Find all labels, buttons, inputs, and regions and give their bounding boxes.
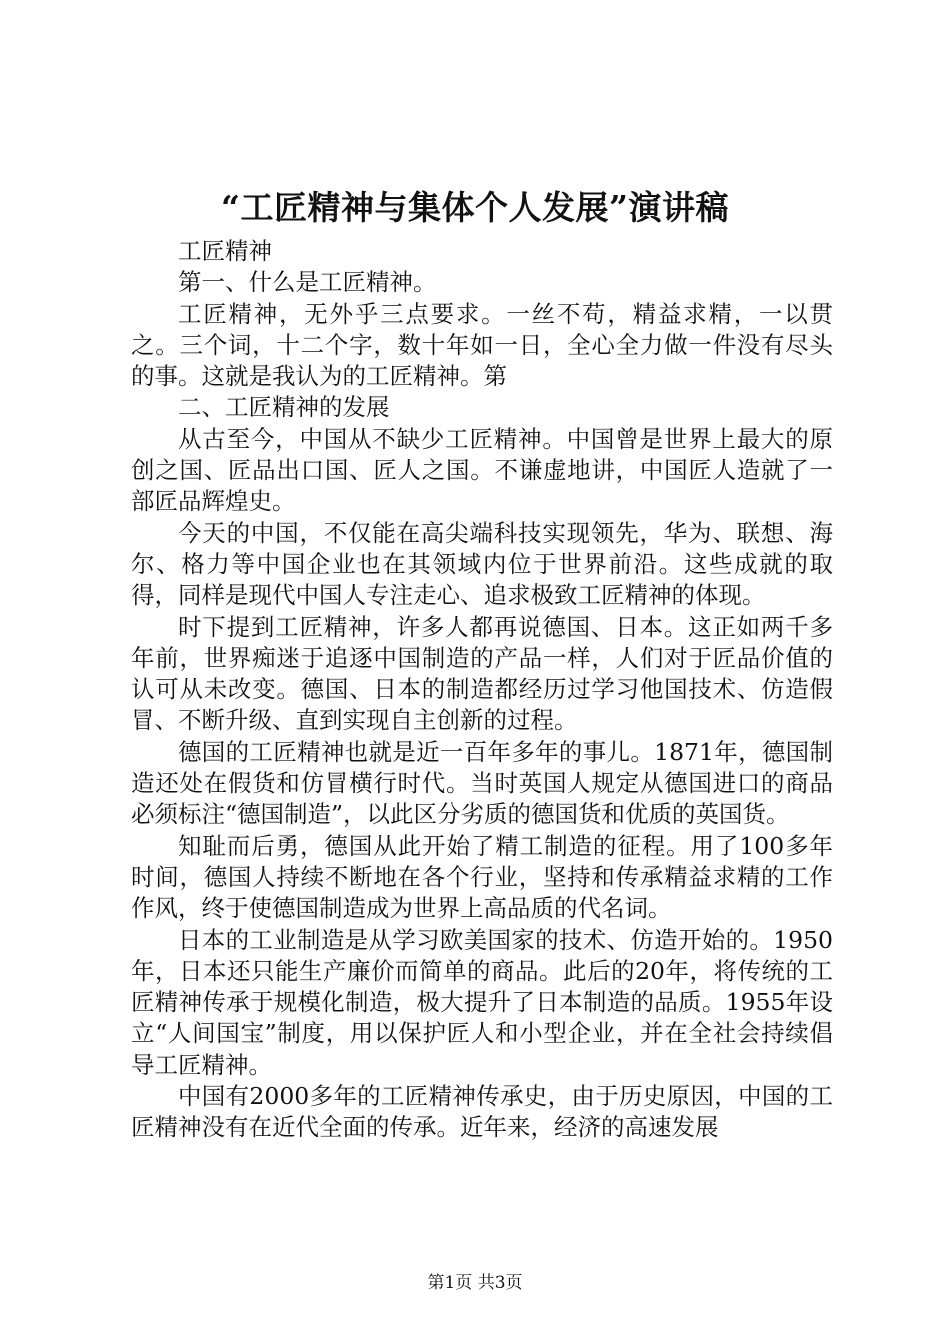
paragraph: 工匠精神 (178, 237, 272, 265)
paragraph: 第一、什么是工匠精神。 (178, 268, 437, 297)
paragraph: 时下提到工匠精神，许多人都再说德国、日本。这正如两千多年前，世界痴迷于追逐中国制造的产品一样，人们对于匠品价值的认可从未改变。德国、日本的制造都经历过学习他国技术、仿造假冒、不断升级、直到实现自主创新的过程。 (131, 612, 833, 735)
paragraph: 日本的工业制造是从学习欧美国家的技术、仿造开始的。1950年，日本还只能生产廉价而简单的商品。此后的20年，将传统的工匠精神传承于规模化制造，极大提升了日本制造的品质。1955年设立“人间国宝”制度，用以保护匠人和小型企业，并在全社会持续倡导工匠精神。 (131, 925, 833, 1079)
paragraph: 中国有2000多年的工匠精神传承史，由于历史原因，中国的工匠精神没有在近代全面的传承。近年来，经济的高速发展 (131, 1082, 833, 1142)
paragraph: 知耻而后勇，德国从此开始了精工制造的征程。用了100多年时间，德国人持续不断地在各个行业，坚持和传承精益求精的工作作风，终于使德国制造成为世界上高品质的代名词。 (131, 831, 833, 923)
document-body (131, 236, 833, 1144)
paragraph: 德国的工匠精神也就是近一百年多年的事儿。1871年，德国制造还处在假货和仿冒横行时代。当时英国人规定从德国进口的商品必须标注“德国制造”，以此区分劣质的德国货和优质的英国货。 (131, 737, 833, 829)
paragraph: 二、工匠精神的发展 (178, 393, 390, 422)
document-title: “工匠精神与集体个人发展”演讲稿 (221, 188, 729, 227)
paragraph: 工匠精神，无外乎三点要求。一丝不苟，精益求精，一以贯之。三个词，十二个字，数十年如一日，全心全力做一件没有尽头的事。这就是我认为的工匠精神。第 (131, 299, 833, 391)
page-number-footer: 第1页 共3页 (427, 1273, 523, 1293)
paragraph: 今天的中国，不仅能在高尖端科技实现领先，华为、联想、海尔、格力等中国企业也在其领域内位于世界前沿。这些成就的取得，同样是现代中国人专注走心、追求极致工匠精神的体现。 (131, 518, 833, 610)
paragraph: 从古至今，中国从不缺少工匠精神。中国曾是世界上最大的原创之国、匠品出口国、匠人之国。不谦虚地讲，中国匠人造就了一部匠品辉煌史。 (131, 424, 833, 516)
